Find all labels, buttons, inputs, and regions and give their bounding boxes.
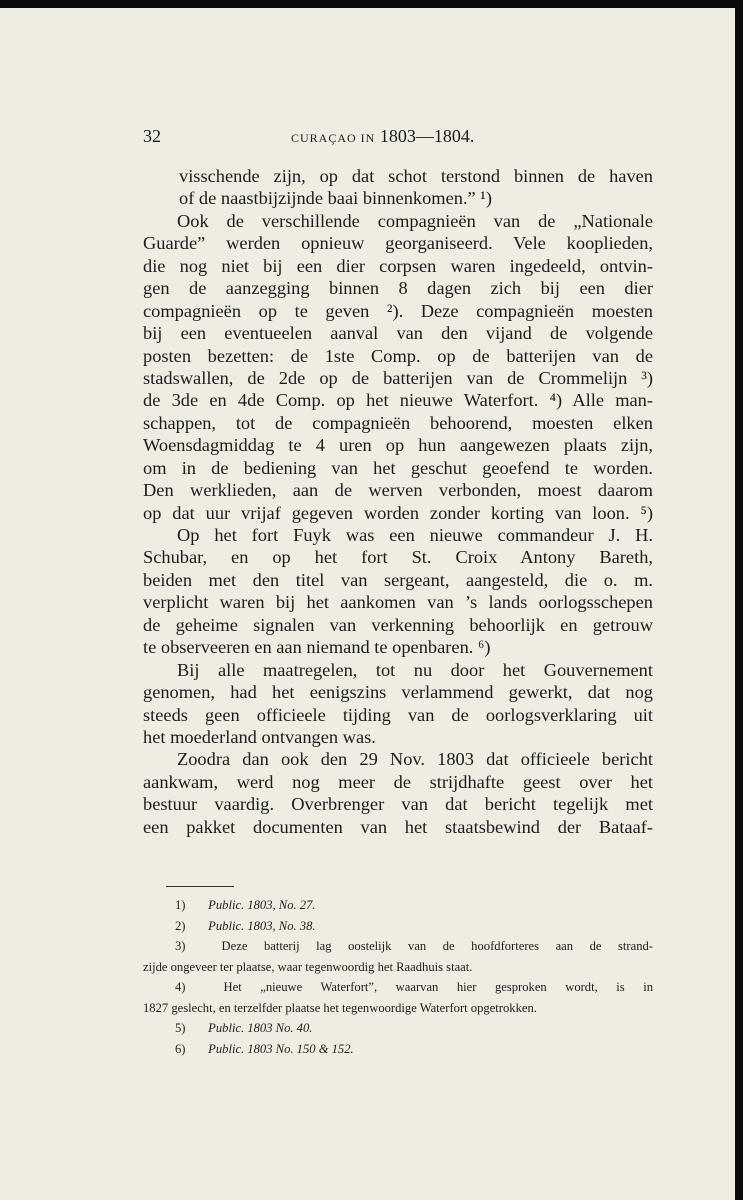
- footnote-continuation: zijde ongeveer ter plaatse, waar tegenwoordig het Raadhuis staat.: [143, 959, 473, 974]
- text-line: Woensdagmiddag te 4 uren op hun aangewezen plaats zijn,: [143, 435, 653, 456]
- footnote-text: Deze batterij lag oostelijk van de hoofdforteres aan de strand-: [221, 939, 653, 953]
- text-line: Op het fort Fuyk was een nieuwe commandeur J. H.: [177, 525, 653, 545]
- footnote: [143, 977, 653, 998]
- text-line: Schubar, en op het fort St. Croix Antony Bareth,: [143, 547, 653, 568]
- footnote-number: 2): [175, 918, 186, 933]
- footnote-text: Public. 1803, No. 38.: [208, 918, 316, 933]
- text-line: het moederland ontvangen was.: [143, 726, 376, 747]
- text-line: Guarde” werden opnieuw georganiseerd. Vele kooplieden,: [143, 233, 653, 254]
- running-header: [143, 126, 653, 150]
- footnote-divider: [166, 886, 234, 887]
- text-line: een pakket documenten van het staatsbewind der Bataaf-: [143, 816, 653, 837]
- book-page: [0, 8, 735, 1200]
- text-line: Bij alle maatregelen, tot nu door het Gouvernement: [177, 659, 653, 680]
- footnote-number: 4): [175, 980, 186, 994]
- footnote: [143, 1018, 653, 1039]
- text-line: aankwam, werd nog meer de strijdhafte geest over het: [143, 771, 653, 792]
- page-number: 32: [143, 126, 161, 146]
- text-line: beiden met den titel van sergeant, aangesteld, die o. m.: [143, 569, 653, 590]
- footnotes: [143, 895, 653, 1059]
- footnote: [143, 1039, 653, 1060]
- text-line: bestuur vaardig. Overbrenger van dat bericht tegelijk met: [143, 794, 653, 815]
- footnote-text: Het „nieuwe Waterfort”, waarvan hier gesproken wordt, is in: [223, 980, 653, 994]
- scan-border-right: [735, 0, 743, 1200]
- text-line: de geheime signalen van verkenning behoorlijk en getrouw: [143, 614, 653, 635]
- text-line: of de naastbijzijnde baai binnenkomen.” ¹): [179, 188, 492, 209]
- footnote-text: Public. 1803, No. 27.: [208, 898, 316, 912]
- text-line: om in de bediening van het geschut geoefend te worden.: [143, 457, 653, 478]
- text-line: stadswallen, de 2de op de batterijen van de Crommelijn ³): [143, 367, 653, 388]
- text-line: bij een eventueelen aanval van den vijand de volgende: [143, 323, 653, 344]
- text-line: compagnieën op te geven ²). Deze compagnieën moesten: [143, 300, 653, 321]
- footnote-number: 5): [175, 1021, 186, 1035]
- text-line: visschende zijn, op dat schot terstond binnen de haven: [179, 166, 653, 186]
- text-line: Den werklieden, aan de werven verbonden, moest daarom: [143, 480, 653, 501]
- footnote: [143, 916, 653, 937]
- footnote: [143, 936, 653, 957]
- running-title: [291, 126, 474, 147]
- text-line: gen de aanzegging binnen 8 dagen zich bij een dier: [143, 278, 653, 299]
- footnote-number: 1): [175, 898, 186, 912]
- footnote: [143, 895, 653, 916]
- text-line: Ook de verschillende compagnieën van de „Nationale: [177, 210, 653, 231]
- footnote-text: Public. 1803 No. 150 & 152.: [208, 1041, 354, 1056]
- body-text: [143, 165, 653, 838]
- text-line: steeds geen officieele tijding van de oorlogsverklaring uit: [143, 704, 653, 725]
- text-line: Zoodra dan ook den 29 Nov. 1803 dat officieele bericht: [177, 749, 653, 770]
- footnote-continuation: 1827 geslecht, en terzelfder plaatse het tegenwoordige Waterfort opgetrokken.: [143, 1000, 537, 1015]
- footnote-text: Public. 1803 No. 40.: [208, 1021, 313, 1035]
- text-line: genomen, had het eenigszins verlammend gewerkt, dat nog: [143, 682, 653, 703]
- running-title-text: CURAÇAO IN: [291, 131, 376, 145]
- text-line: posten bezetten: de 1ste Comp. op de batterijen van de: [143, 345, 653, 366]
- text-line: verplicht waren bij het aankomen van ’s lands oorlogsschepen: [143, 592, 653, 613]
- text-line: de 3de en 4de Comp. op het nieuwe Waterfort. ⁴) Alle man-: [143, 390, 653, 411]
- running-title-years: 1803—1804.: [379, 126, 475, 146]
- text-line: die nog niet bij een dier corpsen waren ingedeeld, ontvin-: [143, 255, 653, 276]
- text-line: op dat uur vrijaf gegeven worden zonder korting van loon. ⁵): [143, 502, 653, 523]
- text-line: te observeeren en aan niemand te openbaren. ⁶): [143, 637, 491, 658]
- footnote-number: 3): [175, 939, 186, 953]
- scan-border-top: [0, 0, 743, 8]
- text-line: schappen, tot de compagnieën behoorend, moesten elken: [143, 412, 653, 433]
- footnote-number: 6): [175, 1041, 186, 1056]
